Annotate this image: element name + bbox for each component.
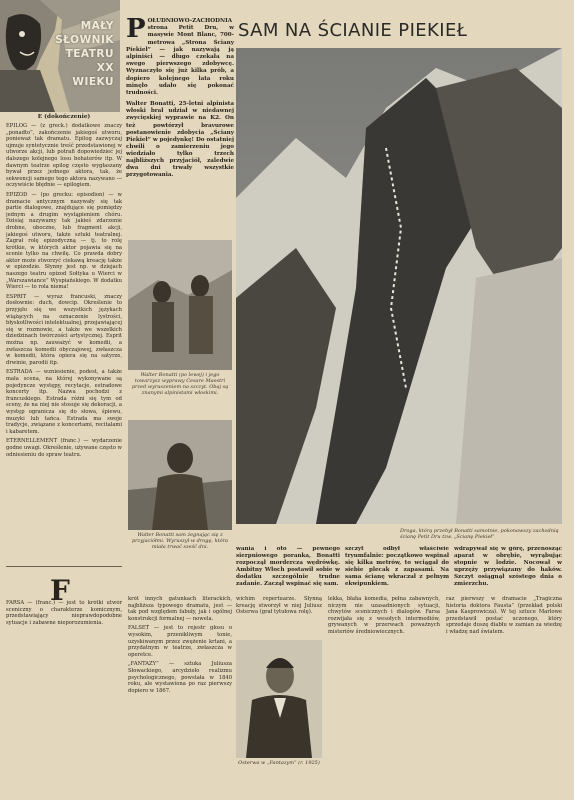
photo2-caption: Walter Bonatti sam żegnając się z przyjaciółmi. Wyruszył w drogę, która miała trwać sześć dni. bbox=[131, 532, 229, 550]
photo-bonatti bbox=[128, 420, 232, 530]
drop-cap: P bbox=[126, 14, 146, 44]
entry-esprit: ESPRIT — wyraz francuski, znaczy dosłownie: duch, dowcip. Określenie to przyjęło się we wszystkich językach wiążących na oznaczenie lystrości, błyskotliwości intelektualnej, przejawiającej się w rozmowie, a także we wszelkich dziedzinach twórczości artystycznej. Esprit można np. zauważyć w komedii, a zwłaszcza komedii obyczajowej, zwłaszcza w komedii, która opiera się na satyrze, drwinie, parodii itp. bbox=[6, 293, 122, 366]
bonatti-illustration bbox=[128, 420, 232, 530]
portrait-caption: Osterwa w „Fantazym” (r. 1925) bbox=[238, 760, 320, 766]
entry-fabuly: FARSA — (franc.) — jest to krótki utwór sceniczny o charakterze komicznym, przedstawiający nieprawdopodobne sytuacje i zabawne nieporozumienia. bbox=[6, 600, 122, 626]
divider bbox=[6, 566, 122, 567]
photo1-caption: Walter Bonatti (po lewej) i jego towarzysz wyprawy Cesare Maestri przed wyruszeniem na szczyt. Obaj są znanymi alpinistami włoskimi. bbox=[131, 372, 229, 396]
main-photo-caption: Droga, którą przebył Bonatti samotnie, pokonawszy zachodnią ścianę Petit Dru tzw. „Ścianę Piekieł” bbox=[400, 528, 559, 540]
photo-two-climbers bbox=[128, 240, 232, 370]
photo-osterwa bbox=[236, 640, 322, 758]
article-title: SAM NA ŚCIANIE PIEKIEŁ bbox=[238, 20, 468, 41]
entry-eternel: ETERNELLEMENT (franc.) — wydarzenie godne uwagi. Określenie, używane często w odniesieniu do spraw teatru. bbox=[6, 438, 122, 458]
bottom-col-right2 bbox=[446, 596, 562, 796]
mountain-face-illustration bbox=[236, 48, 562, 524]
center-intro bbox=[126, 14, 234, 238]
bottom-col-right1 bbox=[328, 596, 440, 796]
entry-epizod: EPIZOD — (po grecku: episodion) — w dramacie antycznym nazywały się tak partie dialogowe, znajdujące się pomiędzy jednym a drugim wystąpieniem chóru. Dzisiaj nazywamy tak jakieś zdarzenie drobne, uboczne, lub fragment akcji, jakiegoś utworu, także sztuki teatralnej. Zagrał rolę epizodyczną — tj. to rolę krótkie, w których aktor pojawia się na scenie tylko na chwilę. Co prawda dobry aktor może stworzyć ciekawą kreację także w epizodzie. Słynny jest np. w dziejach naszego teatru epizod Sołtyka u Wierci w „Warszawiance” Wyspiańskiego. W dodatku Wierci — to rola niema! bbox=[6, 191, 122, 291]
header-line: MAŁY bbox=[80, 20, 114, 32]
intro-text: OŁUDNIOWO-ZACHODNIA strona Petit Dru, w masywie Mont Blanc, 700-metrowa „Strona Ściany Piekieł” — jak nazywają ją alpiniści — długo czekała na swego pierwszego zdobywcę. Wyznaczyło się już kilka prób, a dopiero kolejnego lata roku minęło udało się pokonać trudności. bbox=[126, 18, 234, 97]
entry-falset: FALSET — jest to rejestr głosu o wysokim, przenikliwym tonie, uzyskiwanym przez zwężenie krtani, a przydatnym w teatrze, zwłaszcza w operetce. bbox=[128, 625, 232, 658]
osterwa-portrait-illustration bbox=[236, 640, 322, 758]
header-line: XX bbox=[96, 62, 114, 74]
entry-fantazy: „FANTAZY” — sztuka Juliusza Słowackiego, arcydzieło realizmu psychologicznego, powstała w 1840 roku, ale wystawiona po raz pierwszy dopiero w 1867. bbox=[128, 661, 232, 694]
section-title bbox=[0, 0, 120, 112]
entry-epilog: EPILOG — (z greck.) dodatkowe znaczy „ponadto”, zakończenie jakiegoś utworu, ponieważ tak dramatu. Epilog zazwyczaj ujmuje syntetycznie treść przedstawionej w utworze akcji, lub potrafi dopowiedzieć jej dalszego kolejnego losu bohaterów itp. W dawnym teatrze epilog często wygłaszany bywał przez jednego aktora, tak, że sekwencji samego tego aktora nazywano — oczywiście błędnie — epilogiem. bbox=[6, 123, 122, 189]
mid-text-1: wania i oto — pewnego sierpniowego poranka, Bonatti rozpoczął mordercza wędrówkę. Ambitny Włoch postawił sobie w dodatku szczególnie trudne zadanie. Zaczął wspinać się sam. bbox=[236, 546, 340, 587]
text-farsa: lekka, błaha komedia, pełna zabawnych, niczym nie uzasadnionych sytuacji, chwytów scenicznych i dialogów. Farsa rozwijała się z wesołych intermediów, grywanych w przerwach poważnych misteriów średniowiecznych. bbox=[328, 596, 440, 635]
header-line: TEATRU bbox=[65, 48, 114, 60]
mid-text-3: wdrapywał się w górę, przenosząc aparat w obrębie, wyrąbując stopnie w lodzie. Nocował w uprzęży przywiązany do haków. Szczyt osiągnął szóstego dnia o zmierzchu. bbox=[454, 546, 562, 587]
left-column bbox=[6, 112, 122, 564]
bottom-col-left bbox=[6, 600, 122, 796]
header-line: SŁOWNIK bbox=[55, 34, 114, 46]
continuation-label: E (dokończenie) bbox=[37, 114, 91, 120]
letter-f: F bbox=[50, 574, 70, 607]
entry-nowela: krót innych gatunkach literackich, najbliższa typowego dramatu, jest — tak pod względem fabuły, jak i ogólnej konstrukcji formalnej — nowela. bbox=[128, 596, 232, 622]
bottom-col-mid bbox=[236, 596, 322, 638]
entry-estrada: ESTRADA — wzniesienie, podest, a także mała scena, na której wykonywane są pojedyncze występy, recytacje, estradowe koncerty itp. Nazwa pochodzi z francuskiego. Estrada różni się tym od sceny, że na niej nie stosuje się dekoracji, a występ ogranicza się do słowa, śpiewu, muzyki lub tańca. Estrada ma swoje tradycje, związane z koncertami, recitalami i kabaretem. bbox=[6, 369, 122, 435]
text-faust: raz pierwszy w dramacie „Tragiczna historia doktora Fausta” (przekład polski Jana Kasprowicza). W tej sztuce Marlowe przedstawił postać uczonego, który sprzedaje duszę diabłu w zamian za wiedzę i władzę nad światem. bbox=[446, 596, 562, 635]
story-text: Walter Bonatti, 25-letni alpinista włoski brał udział w niedawnej zwycięskiej wyprawie na K2. On też powtórzył bravurowe postanowienie zdobycia „Ściany Piekieł” w pojedynkę! Do ostatniej chwili o zamierzeniu jego wiedziało tylko trzech najbliższych przyjaciół, zaledwie dwa dni trwały wszystkie przygotowania. bbox=[126, 101, 234, 179]
text-repertuar: wichim repertuarze. Słynną kreację stworzył w niej Juliusz Osterwa (grał tytułowa rolę). bbox=[236, 596, 322, 616]
climbers-illustration bbox=[128, 240, 232, 370]
header-line: WIEKU bbox=[72, 76, 114, 88]
header-illustration bbox=[0, 0, 120, 112]
bottom-col-center bbox=[128, 596, 232, 796]
mid-text-2: szczyt odbył właściwie tryumfalnie: początkowo wspinał się kilka metrów, to wciągał do siebie plecak z zapasami. Na sama ścianę wkraczał z pełnym ekwipunkiem. bbox=[345, 546, 449, 587]
mountain-photo bbox=[236, 48, 562, 524]
